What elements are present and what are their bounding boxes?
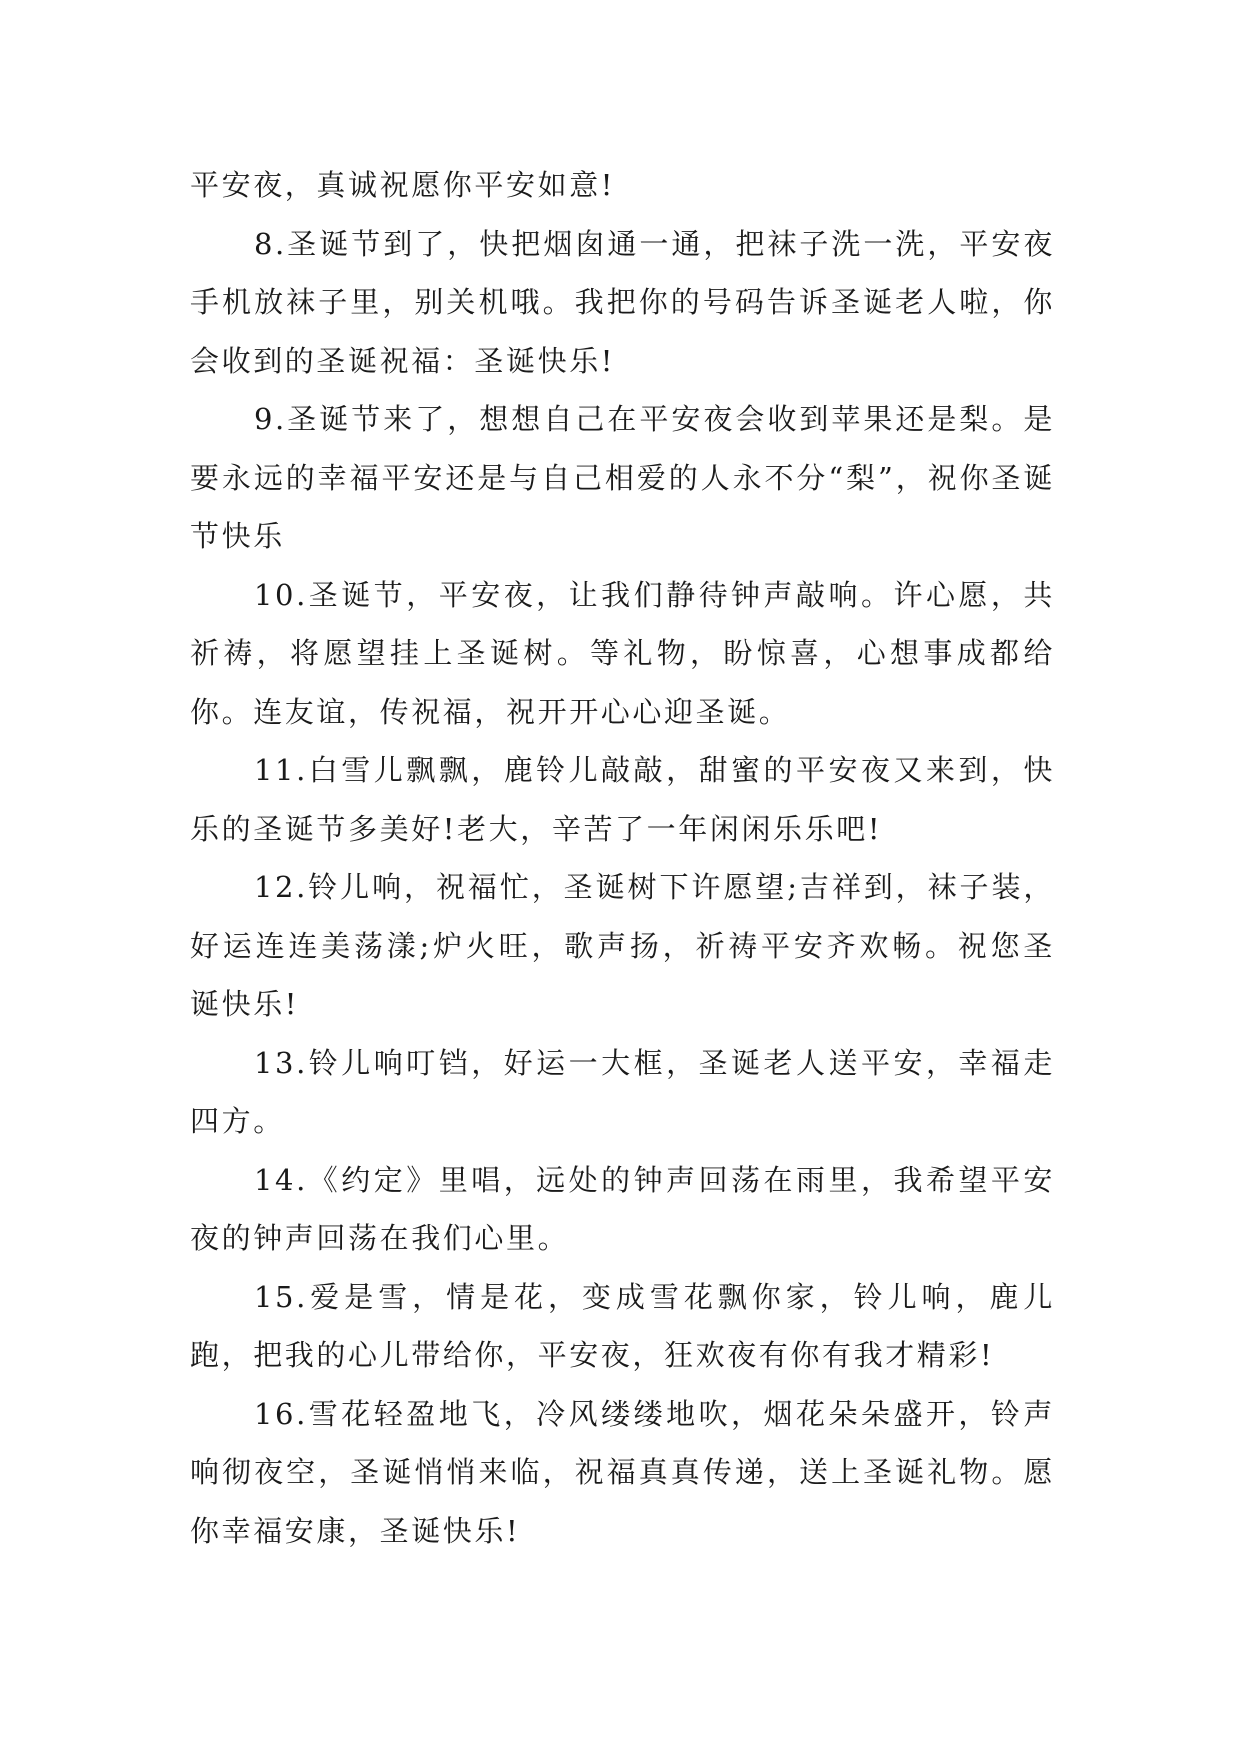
paragraph-item-11: 11.白雪儿飘飘，鹿铃儿敲敲，甜蜜的平安夜又来到，快乐的圣诞节多美好!老大，辛苦了一年闲闲乐乐吧! [190,753,1055,846]
paragraph-continuation: 平安夜，真诚祝愿你平安如意! [190,168,616,202]
paragraph-item-16: 16.雪花轻盈地飞，冷风缕缕地吹，烟花朵朵盛开，铃声响彻夜空，圣诞悄悄来临，祝福真真传递，送上圣诞礼物。愿你幸福安康，圣诞快乐! [190,1396,1055,1548]
paragraph-item-14: 14.《约定》里唱，远处的钟声回荡在雨里，我希望平安夜的钟声回荡在我们心里。 [190,1162,1055,1255]
document-body [190,156,1055,1560]
paragraph-item-10: 10.圣诞节，平安夜，让我们静待钟声敲响。许心愿，共祈祷，将愿望挂上圣诞树。等礼物，盼惊喜，心想事成都给你。连友谊，传祝福，祝开开心心迎圣诞。 [190,577,1055,729]
paragraph-item-12: 12.铃儿响，祝福忙，圣诞树下许愿望;吉祥到，袜子装，好运连连美荡漾;炉火旺，歌声扬，祈祷平安齐欢畅。祝您圣诞快乐! [190,870,1055,1021]
paragraph-item-13: 13.铃儿响叮铛，好运一大框，圣诞老人送平安，幸福走四方。 [190,1045,1055,1138]
paragraph-item-9: 9.圣诞节来了，想想自己在平安夜会收到苹果还是梨。是要永远的幸福平安还是与自己相爱的人永不分“梨”，祝你圣诞节快乐 [190,402,1055,553]
paragraph-item-8: 8.圣诞节到了，快把烟囱通一通，把袜子洗一洗，平安夜手机放袜子里，别关机哦。我把你的号码告诉圣诞老人啦，你会收到的圣诞祝福：圣诞快乐! [190,226,1055,378]
paragraph-item-15: 15.爱是雪，情是花，变成雪花飘你家，铃儿响，鹿儿跑，把我的心儿带给你，平安夜，狂欢夜有你有我才精彩! [190,1279,1055,1372]
